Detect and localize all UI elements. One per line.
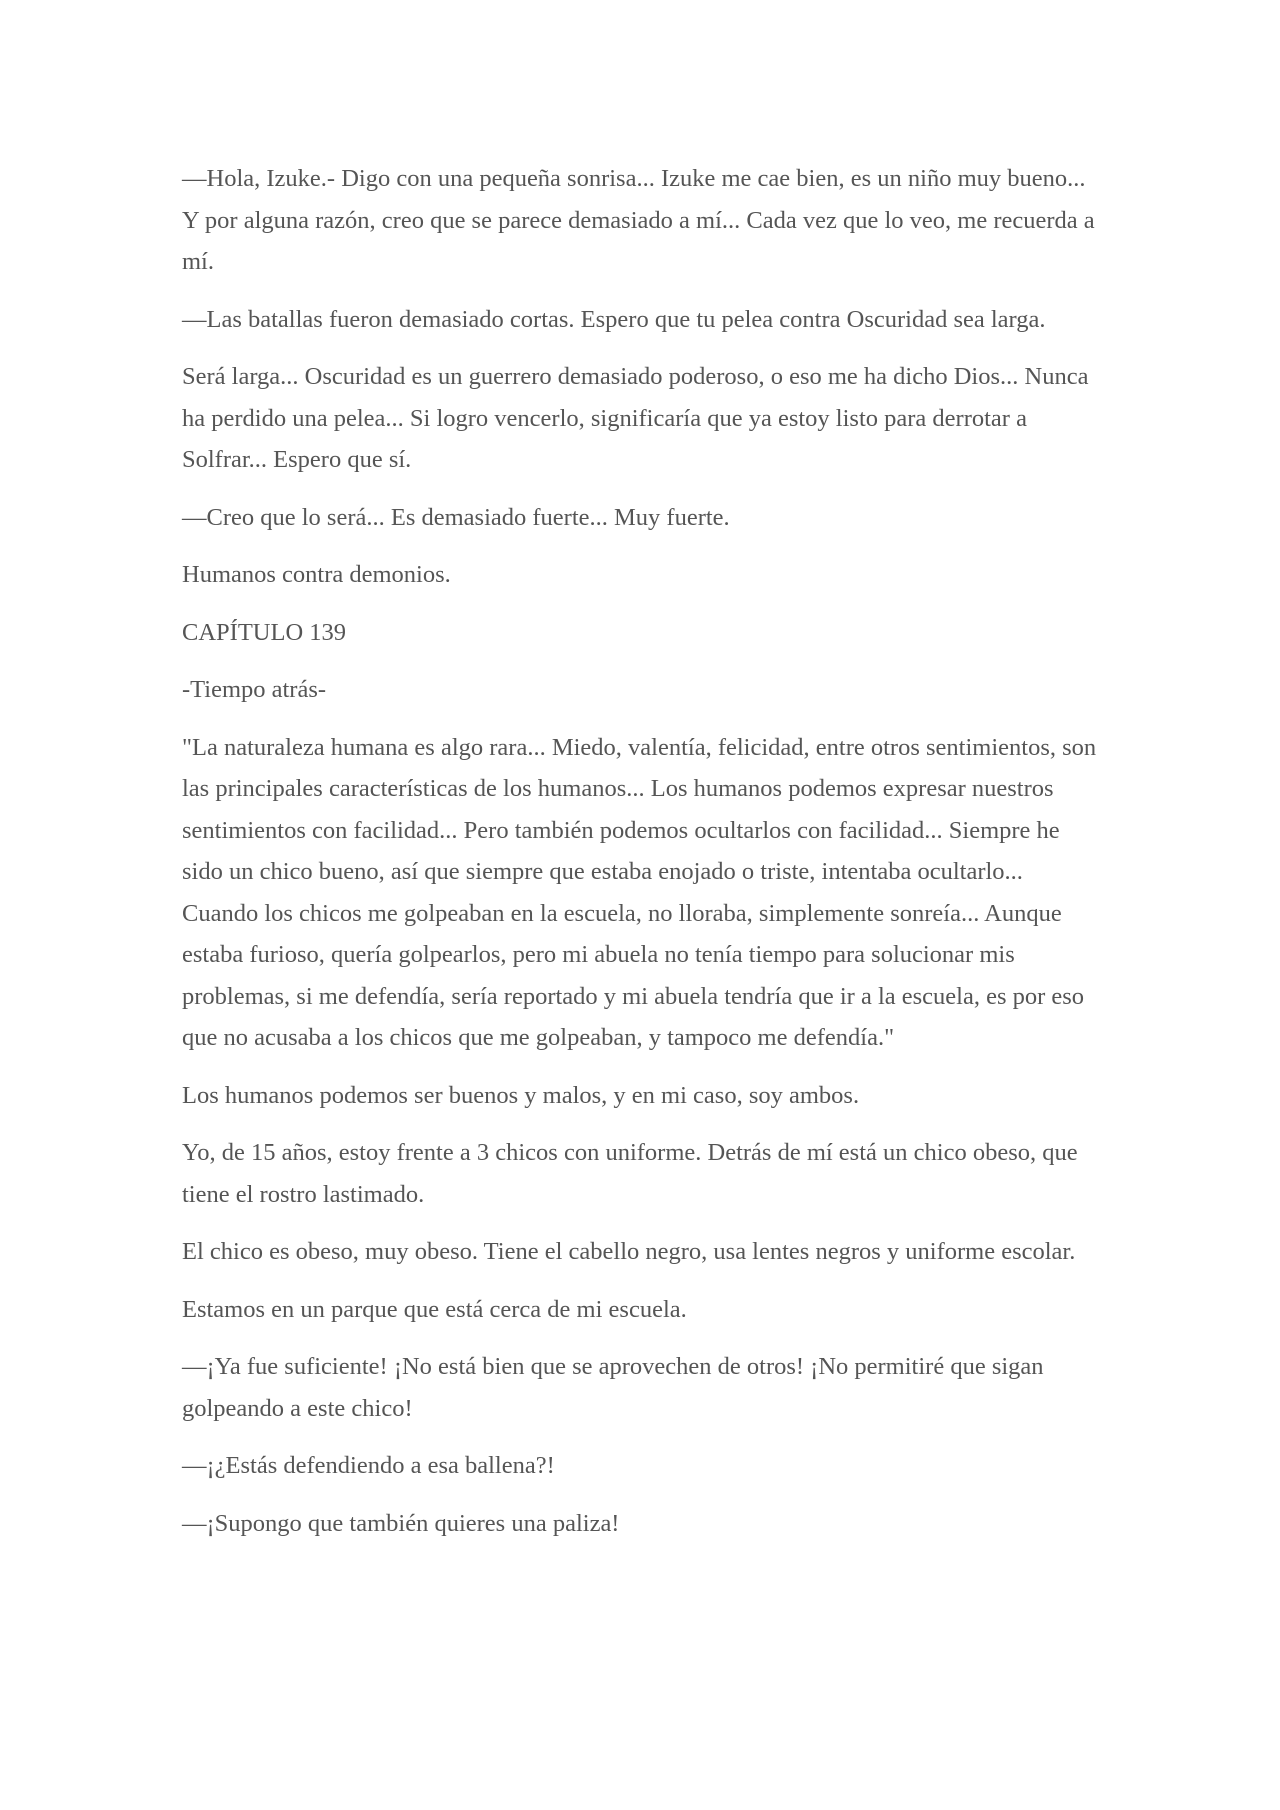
paragraph: Los humanos podemos ser buenos y malos, y en mi caso, soy ambos. [182, 1081, 860, 1109]
paragraph: —¡¿Estás defendiendo a esa ballena?! [182, 1452, 555, 1479]
paragraph: —Hola, Izuke.- Digo con una pequeña sonrisa... Izuke me cae bien, es un niño muy bueno... Y por alguna razón, creo que se parece demasiado a mí... Cada vez que lo veo, me recuerda a mí. [182, 165, 1095, 275]
paragraph: Humanos contra demonios. [182, 561, 451, 588]
paragraph: —¡Ya fue suficiente! ¡No está bien que se aprovechen de otros! ¡No permitiré que sigan golpeando a este chico! [182, 1353, 1044, 1422]
document-body [182, 158, 1102, 1560]
paragraph: —¡Supongo que también quieres una paliza! [182, 1509, 620, 1537]
paragraph: -Tiempo atrás- [182, 676, 327, 703]
paragraph: —Las batallas fueron demasiado cortas. Espero que tu pelea contra Oscuridad sea larga. [182, 305, 1046, 333]
paragraph: —Creo que lo será... Es demasiado fuerte... Muy fuerte. [182, 503, 730, 531]
chapter-heading: CAPÍTULO 139 [182, 618, 347, 646]
paragraph: "La naturaleza humana es algo rara... Miedo, valentía, felicidad, entre otros sentimientos, son las principales características de los humanos... Los humanos podemos expresar nuestros sentimientos con facilidad... Pero también podemos ocultarlos con facilidad... Siempre he sido un chico bueno, así que siempre que estaba enojado o triste, intentaba ocultarlo... Cuando los chicos me golpeaban en la escuela, no lloraba, simplemente sonreía... Aunque estaba furioso, quería golpearlos, pero mi abuela no tenía tiempo para solucionar mis problemas, si me defendía, sería reportado y mi abuela tendría que ir a la escuela, es por eso que no acusaba a los chicos que me golpeaban, y tampoco me defendía." [182, 733, 1097, 1051]
paragraph: El chico es obeso, muy obeso. Tiene el cabello negro, usa lentes negros y uniforme escolar. [182, 1238, 1076, 1265]
paragraph: Estamos en un parque que está cerca de mi escuela. [182, 1295, 687, 1323]
paragraph: Será larga... Oscuridad es un guerrero demasiado poderoso, o eso me ha dicho Dios... Nunca ha perdido una pelea... Si logro vencerlo, significaría que ya estoy listo para derrotar a Solfrar... Espero que sí. [182, 363, 1089, 473]
paragraph: Yo, de 15 años, estoy frente a 3 chicos con uniforme. Detrás de mí está un chico obeso, que tiene el rostro lastimado. [182, 1139, 1078, 1208]
